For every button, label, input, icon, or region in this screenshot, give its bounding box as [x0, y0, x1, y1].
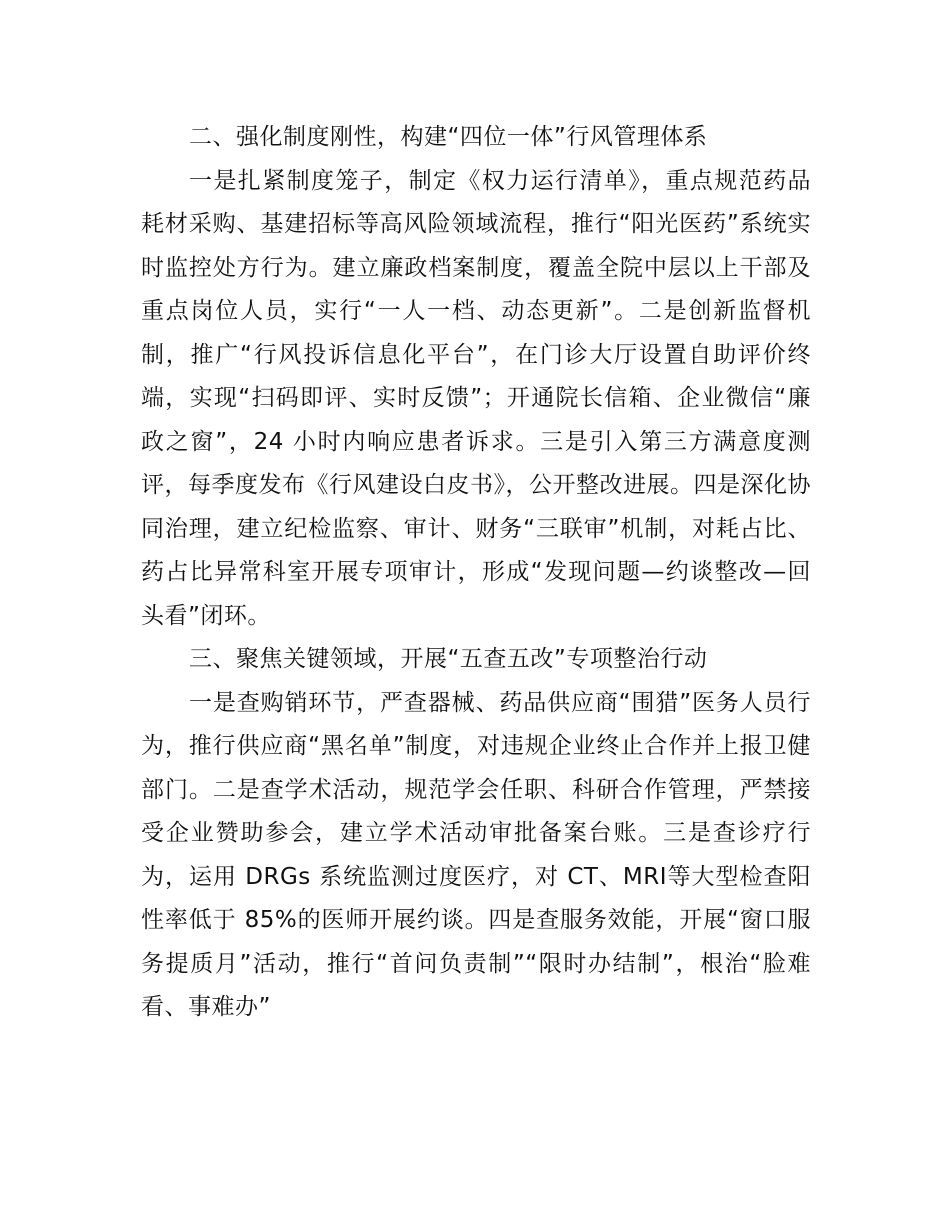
- section-heading-2: 二、强化制度刚性，构建“四位一体”行风管理体系: [189, 124, 708, 150]
- section-heading-3: 三、聚焦关键领域，开展“五查五改”专项整治行动: [189, 646, 708, 672]
- document-body: [141, 116, 811, 1030]
- section-2-body: 一是扎紧制度笼子，制定《权力运行清单》，重点规范药品耗材采购、基建招标等高风险领域流程，推行“阳光医药”系统实时监控处方行为。建立廉政档案制度，覆盖全院中层以上干部及重点岗位人员，实行“一人一档、动态更新”。二是创新监督机制，推广“行风投诉信息化平台”，在门诊大厅设置自助评价终端，实现“扫码即评、实时反馈”；开通院长信箱、企业微信“廉政之窗”，24 小时内响应患者诉求。三是引入第三方满意度测评，每季度发布《行风建设白皮书》，公开整改进展。四是深化协同治理，建立纪检监察、审计、财务“三联审”机制，对耗占比、药占比异常科室开展专项审计，形成“发现问题—约谈整改—回头看”闭环。: [141, 167, 811, 629]
- section-3-body: 一是查购销环节，严查器械、药品供应商“围猎”医务人员行为，推行供应商“黑名单”制度，对违规企业终止合作并上报卫健部门。二是查学术活动，规范学会任职、科研合作管理，严禁接受企业赞助参会，建立学术活动审批备案台账。三是查诊疗行为，运用 DRGs 系统监测过度医疗，对 CT、MRI等大型检查阳性率低于 85%的医师开展约谈。四是查服务效能，开展“窗口服务提质月”活动，推行“首问负责制”“限时办结制”，根治“脸难看、事难办”: [141, 689, 811, 1020]
